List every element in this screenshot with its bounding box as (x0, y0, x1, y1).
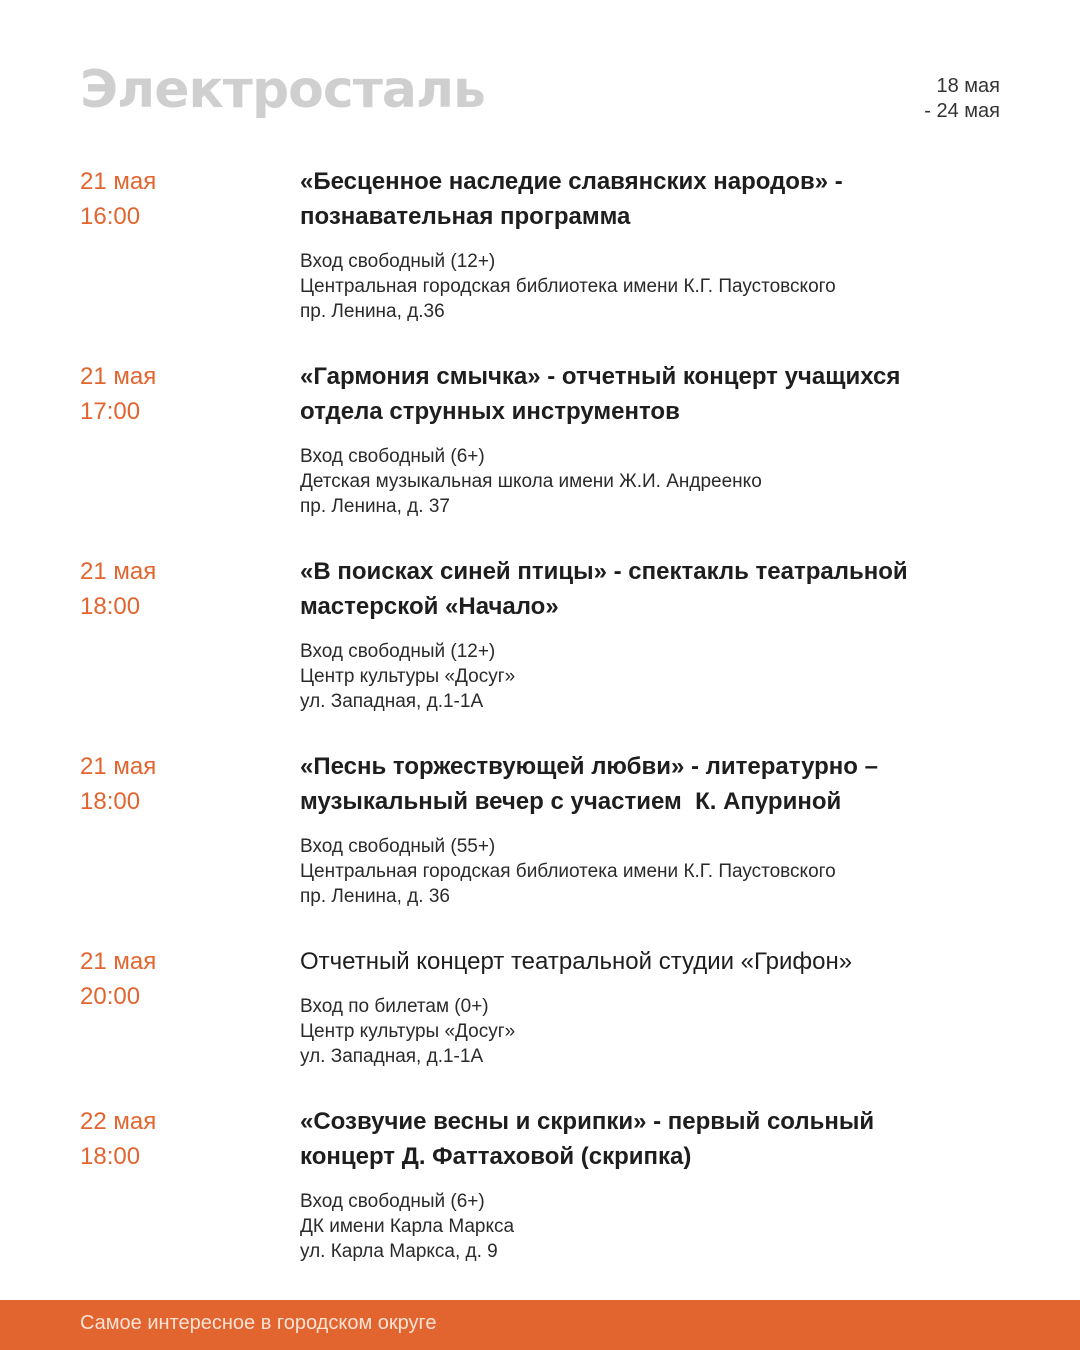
event-datetime (80, 749, 280, 819)
event-title-line: «Созвучие весны и скрипки» - первый сольный (300, 1108, 875, 1135)
event-details (300, 554, 980, 714)
event-title-line: «Гармония смычка» - отчетный концерт учащихся (300, 363, 901, 390)
event-info (300, 1189, 980, 1264)
event-title (300, 944, 980, 979)
event-details (300, 749, 980, 909)
event-details (300, 944, 980, 1069)
date-range (924, 74, 1000, 124)
event-datetime (80, 944, 280, 1014)
event-title (300, 164, 980, 234)
event-title-line: «Песнь торжествующей любви» - литературно – (300, 753, 878, 780)
event-info (300, 834, 980, 909)
event-details (300, 359, 980, 519)
event-details (300, 164, 980, 324)
event-details (300, 1104, 980, 1264)
event-info (300, 994, 980, 1069)
event-entry: Вход свободный (12+) (300, 251, 496, 272)
date-range-from: 18 мая (936, 75, 1000, 97)
event-title-line: познавательная программа (300, 203, 631, 230)
event-title-line: «Бесценное наследие славянских народов» - (300, 168, 843, 195)
event-info (300, 444, 980, 519)
event-title-line: Отчетный концерт театральной студии «Грифон» (300, 948, 853, 975)
event-date: 21 мая (80, 558, 157, 585)
event-venue: Центральная городская библиотека имени К.Г. Паустовского (300, 861, 836, 882)
event-time: 18:00 (80, 593, 141, 620)
city-title: Электросталь (80, 60, 485, 120)
event-datetime (80, 359, 280, 429)
event-date: 22 мая (80, 1108, 157, 1135)
event-entry: Вход по билетам (0+) (300, 996, 489, 1017)
event-title (300, 749, 980, 819)
event-title-line: музыкальный вечер с участием К. Апуриной (300, 788, 842, 815)
footer-bar (0, 1300, 1080, 1350)
event-title-line: мастерской «Начало» (300, 593, 559, 620)
event-info (300, 639, 980, 714)
event-venue: Центральная городская библиотека имени К.Г. Паустовского (300, 276, 836, 297)
event-venue: Детская музыкальная школа имени Ж.И. Андреенко (300, 471, 762, 492)
date-range-to: - 24 мая (924, 100, 1000, 122)
event-title (300, 1104, 980, 1174)
event-venue: ДК имени Карла Маркса (300, 1216, 515, 1237)
event-address: пр. Ленина, д. 37 (300, 496, 450, 517)
event-info (300, 249, 980, 324)
event-time: 16:00 (80, 203, 141, 230)
event-date: 21 мая (80, 948, 157, 975)
event-address: ул. Карла Маркса, д. 9 (300, 1241, 498, 1262)
event-title-line: концерт Д. Фаттаховой (скрипка) (300, 1143, 692, 1170)
event-time: 18:00 (80, 788, 141, 815)
event-time: 18:00 (80, 1143, 141, 1170)
event-venue: Центр культуры «Досуг» (300, 666, 516, 687)
event-entry: Вход свободный (12+) (300, 641, 496, 662)
event-datetime (80, 1104, 280, 1174)
event-address: ул. Западная, д.1-1А (300, 691, 484, 712)
event-title-line: отдела струнных инструментов (300, 398, 680, 425)
event-date: 21 мая (80, 168, 157, 195)
event-entry: Вход свободный (6+) (300, 446, 485, 467)
event-title-line: «В поисках синей птицы» - спектакль театральной (300, 558, 908, 585)
footer-text: Самое интересное в городском округе (80, 1312, 437, 1334)
event-datetime (80, 164, 280, 234)
event-entry: Вход свободный (6+) (300, 1191, 485, 1212)
event-address: ул. Западная, д.1-1А (300, 1046, 484, 1067)
event-date: 21 мая (80, 363, 157, 390)
event-address: пр. Ленина, д. 36 (300, 886, 450, 907)
event-time: 17:00 (80, 398, 141, 425)
event-address: пр. Ленина, д.36 (300, 301, 445, 322)
event-title (300, 359, 980, 429)
event-time: 20:00 (80, 983, 141, 1010)
event-title (300, 554, 980, 624)
event-date: 21 мая (80, 753, 157, 780)
event-datetime (80, 554, 280, 624)
event-entry: Вход свободный (55+) (300, 836, 496, 857)
event-venue: Центр культуры «Досуг» (300, 1021, 516, 1042)
